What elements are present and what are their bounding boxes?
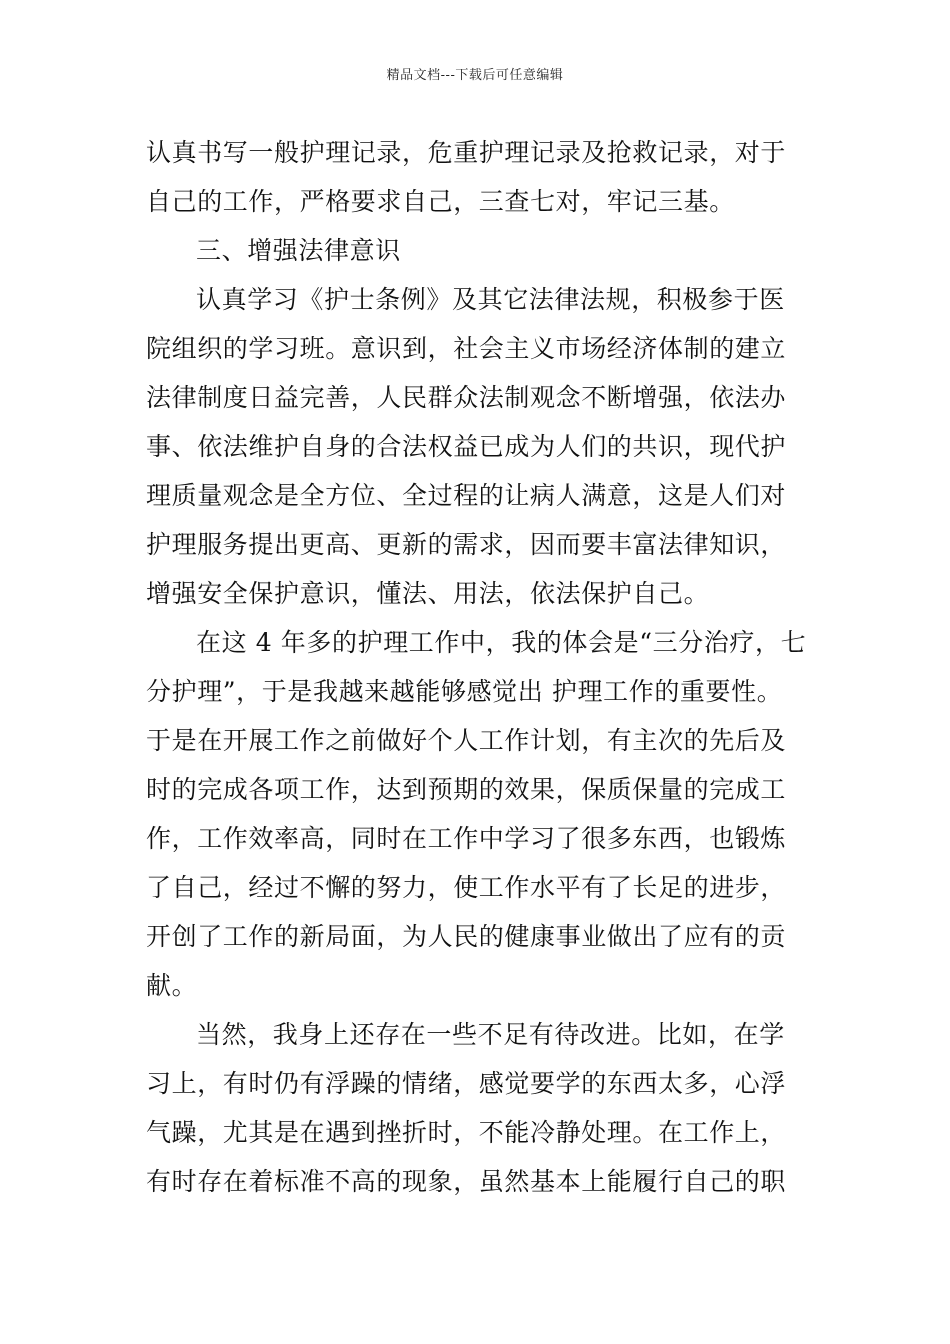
text-line: 认真学习《护士条例》及其它法律法规，积极参于医 bbox=[196, 285, 785, 314]
text-line: 气躁，尤其是在遇到挫折时，不能冷静处理。在工作上， bbox=[146, 1118, 787, 1147]
text-line: 自己的工作，严格要求自己，三查七对，牢记三基。 bbox=[146, 187, 735, 216]
text-line: 在这 4 年多的护理工作中，我的体会是“三分治疗，七 bbox=[196, 628, 807, 657]
text-line: 开创了工作的新局面，为人民的健康事业做出了应有的贡 bbox=[146, 922, 787, 951]
text-line: 增强安全保护意识，懂法、用法，依法保护自己。 bbox=[146, 579, 710, 608]
text-line: 当然，我身上还存在一些不足有待改进。比如，在学 bbox=[196, 1020, 785, 1049]
text-line: 护理服务提出更高、更新的需求，因而要丰富法律知识， bbox=[146, 530, 787, 559]
text-line: 了自己，经过不懈的努力，使工作水平有了长足的进步， bbox=[146, 873, 787, 902]
body-text bbox=[146, 128, 812, 1206]
text-line: 作，工作效率高，同时在工作中学习了很多东西，也锻炼 bbox=[146, 824, 787, 853]
text-line: 习上，有时仍有浮躁的情绪，感觉要学的东西太多，心浮 bbox=[146, 1069, 787, 1098]
page-header: 精品文档---下载后可任意编辑 bbox=[386, 68, 564, 83]
text-line: 理质量观念是全方位、全过程的让病人满意，这是人们对 bbox=[146, 481, 787, 510]
text-line: 认真书写一般护理记录，危重护理记录及抢救记录，对于 bbox=[146, 138, 787, 167]
text-line: 法律制度日益完善，人民群众法制观念不断增强，依法办 bbox=[146, 383, 787, 412]
text-line: 三、增强法律意识 bbox=[196, 236, 401, 265]
text-line: 献。 bbox=[146, 971, 198, 1000]
text-line: 分护理”，于是我越来越能够感觉出 护理工作的重要性。 bbox=[146, 677, 783, 706]
text-line: 时的完成各项工作，达到预期的效果，保质保量的完成工 bbox=[146, 775, 787, 804]
text-line: 有时存在着标准不高的现象，虽然基本上能履行自己的职 bbox=[146, 1167, 787, 1196]
text-line: 于是在开展工作之前做好个人工作计划，有主次的先后及 bbox=[146, 726, 787, 755]
text-line: 院组织的学习班。意识到，社会主义市场经济体制的建立 bbox=[146, 334, 787, 363]
text-line: 事、依法维护自身的合法权益已成为人们的共识，现代护 bbox=[146, 432, 787, 461]
